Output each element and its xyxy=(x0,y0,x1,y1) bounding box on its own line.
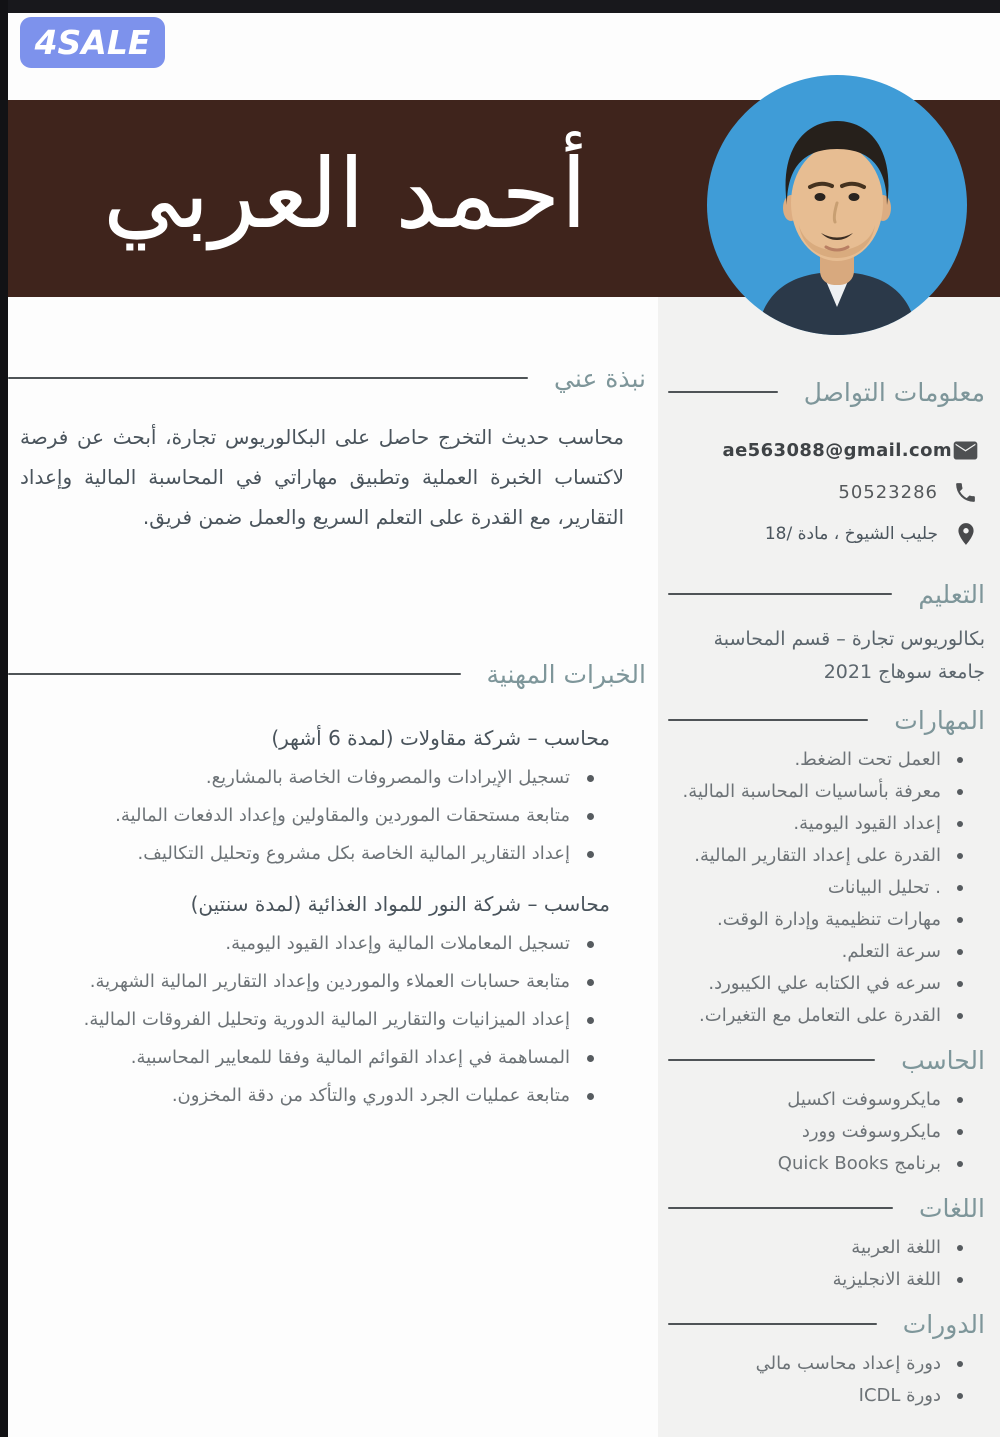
person-name: أحمد العربي xyxy=(102,137,588,250)
computer-list xyxy=(668,1089,985,1175)
profile-photo xyxy=(707,75,967,335)
education-section-header xyxy=(668,577,985,611)
experience-title-rule xyxy=(8,673,461,675)
skills-section-header xyxy=(668,703,985,737)
skills-title-rule xyxy=(668,719,868,721)
contact-rows xyxy=(668,429,985,555)
experience-title: الخبرات المهنية xyxy=(486,659,646,689)
list-item: معرفة بأساسيات المحاسبة المالية. xyxy=(668,781,963,803)
contact-title-rule xyxy=(668,391,778,393)
location-pin-icon xyxy=(952,521,979,548)
list-item: تسجيل الإيرادات والمصروفات الخاصة بالمشاريع. xyxy=(8,765,594,791)
job-entry xyxy=(8,891,646,1109)
languages-title: اللغات xyxy=(918,1193,985,1223)
job-entry xyxy=(8,725,646,867)
skills-list xyxy=(668,749,985,1027)
list-item: إعداد القيود اليومية. xyxy=(668,813,963,835)
list-item: إعداد التقارير المالية الخاصة بكل مشروع وتحليل التكاليف. xyxy=(8,841,594,867)
left-edge-strip xyxy=(0,0,8,1437)
list-item: اللغة العربية xyxy=(668,1237,963,1259)
list-item: دورة ICDL xyxy=(668,1385,963,1407)
list-item: متابعة عمليات الجرد الدوري والتأكد من دقة المخزون. xyxy=(8,1083,594,1109)
job-heading: محاسب – شركة مقاولات (لمدة 6 أشهر) xyxy=(271,726,610,750)
top-window-bar xyxy=(0,0,1000,13)
phone-icon xyxy=(952,479,979,506)
list-item: مهارات تنظيمية وإدارة الوقت. xyxy=(668,909,963,931)
education-degree: بكالوريوس تجارة – قسم المحاسبة xyxy=(713,628,985,650)
job-heading: محاسب – شركة النور للمواد الغذائية (لمدة سنتين) xyxy=(190,892,610,916)
languages-section-header xyxy=(668,1191,985,1225)
list-item: مايكروسوفت اكسيل xyxy=(668,1089,963,1111)
contact-address: جليب الشيوخ ، مادة /18 xyxy=(764,524,938,544)
courses-list xyxy=(668,1353,985,1407)
sidebar-column xyxy=(658,297,1000,1437)
job-duties-list xyxy=(8,765,646,867)
list-item: دورة إعداد محاسب مالي xyxy=(668,1353,963,1375)
list-item: مايكروسوفت وورد xyxy=(668,1121,963,1143)
about-title-rule xyxy=(8,377,528,379)
contact-phone-row xyxy=(668,471,979,513)
courses-title-rule xyxy=(668,1323,877,1325)
about-text: محاسب حديث التخرج حاصل على البكالوريوس تجارة، أبحث عن فرصة لاكتساب الخبرة العملية وتطبيق مهاراتي في المحاسبة المالية وإعداد التقارير، مع القدرة على التعلم السريع والعمل ضمن فريق. xyxy=(20,425,624,529)
computer-section-header xyxy=(668,1043,985,1077)
education-title-rule xyxy=(668,593,892,595)
list-item: إعداد الميزانيات والتقارير المالية الدورية وتحليل الفروقات المالية. xyxy=(8,1007,594,1033)
list-item: تسجيل المعاملات المالية وإعداد القيود اليومية. xyxy=(8,931,594,957)
list-item: سرعة التعلم. xyxy=(668,941,963,963)
contact-phone: 50523286 xyxy=(838,481,938,503)
list-item: القدرة على التعامل مع التغيرات. xyxy=(668,1005,963,1027)
job-duties-list xyxy=(8,931,646,1109)
list-item: متابعة حسابات العملاء والموردين وإعداد التقارير المالية الشهرية. xyxy=(8,969,594,995)
list-item: . تحليل البيانات xyxy=(668,877,963,899)
education-university: جامعة سوهاج 2021 xyxy=(823,661,985,683)
skills-title: المهارات xyxy=(894,705,985,735)
courses-section-header xyxy=(668,1307,985,1341)
list-item: القدرة على إعداد التقارير المالية. xyxy=(668,845,963,867)
about-section-header xyxy=(8,361,646,395)
list-item: المساهمة في إعداد القوائم المالية وفقا للمعايير المحاسبية. xyxy=(8,1045,594,1071)
list-item: متابعة مستحقات الموردين والمقاولين وإعداد الدفعات المالية. xyxy=(8,803,594,829)
list-item: برنامج Quick Books xyxy=(668,1153,963,1175)
courses-title: الدورات xyxy=(902,1309,985,1339)
main-column xyxy=(8,297,658,1437)
experience-section-header xyxy=(8,657,646,691)
contact-section-header xyxy=(668,375,985,409)
languages-title-rule xyxy=(668,1207,893,1209)
education-details xyxy=(668,623,985,689)
computer-title-rule xyxy=(668,1059,875,1061)
languages-list xyxy=(668,1237,985,1291)
list-item: العمل تحت الضغط. xyxy=(668,749,963,771)
contact-address-row xyxy=(668,513,979,555)
contact-email-row xyxy=(668,429,979,471)
contact-email: ae563088@gmail.com xyxy=(722,439,952,461)
education-title: التعليم xyxy=(918,579,985,609)
email-icon xyxy=(952,437,979,464)
list-item: اللغة الانجليزية xyxy=(668,1269,963,1291)
4sale-logo-text: 4SALE xyxy=(34,23,151,62)
computer-title: الحاسب xyxy=(901,1045,985,1075)
list-item: سرعه في الكتابه علي الكيبورد. xyxy=(668,973,963,995)
contact-title: معلومات التواصل xyxy=(803,377,985,407)
profile-photo-illustration xyxy=(707,75,967,335)
4sale-logo xyxy=(20,17,165,68)
about-title: نبذة عني xyxy=(554,363,646,393)
